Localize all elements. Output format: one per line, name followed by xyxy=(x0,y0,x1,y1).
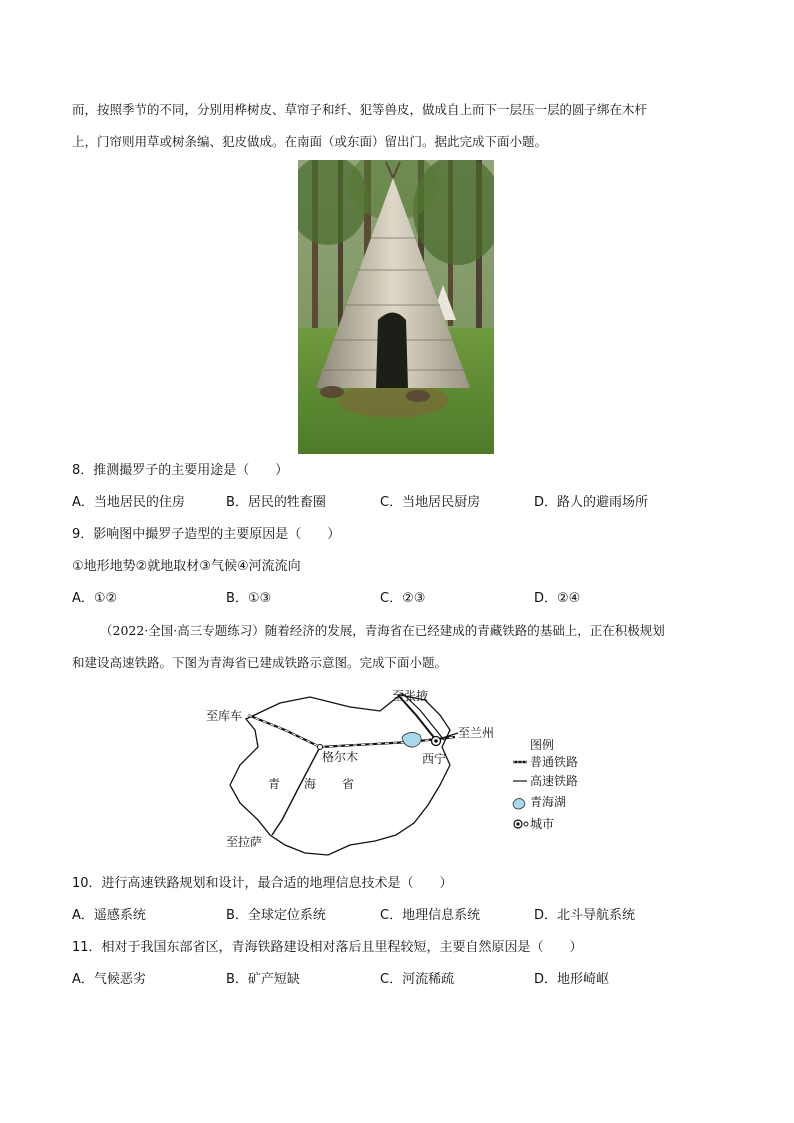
q10-option-a[interactable]: A．遥感系统 xyxy=(72,908,146,923)
normal-railway-dash xyxy=(248,715,455,747)
q11-option-d[interactable]: D．地形崎岖 xyxy=(534,972,610,987)
q9-option-c[interactable]: C．②③ xyxy=(380,591,426,606)
q8-option-d[interactable]: D．路人的避雨场所 xyxy=(534,495,649,510)
legend-city: 城市 xyxy=(530,817,555,831)
intro-line-1: 而，按照季节的不同，分别用桦树皮、草帘子和纤、犯等兽皮，做成自上而下一层压一层的圆子绑在木杆 xyxy=(72,102,648,117)
intro-line-2: 上，门帘则用草或树条编、犯皮做成。在南面（或东面）留出门。据此完成下面小题。 xyxy=(72,134,548,149)
legend-title: 图例 xyxy=(530,738,555,752)
q10-option-c[interactable]: C．地理信息系统 xyxy=(380,908,481,923)
q9-option-d[interactable]: D．②④ xyxy=(534,591,581,606)
q11-option-b[interactable]: B．矿产短缺 xyxy=(226,972,300,987)
q8-option-a[interactable]: A．当地居民的住房 xyxy=(72,495,185,510)
q9-option-a[interactable]: A．①② xyxy=(72,591,118,606)
q8-option-b[interactable]: B．居民的牲畜圈 xyxy=(226,495,326,510)
label-qing: 青 xyxy=(268,777,281,791)
q11-stem: 11．相对于我国东部省区，青海铁路建设相对落后且里程较短，主要自然原因是（ ） xyxy=(72,940,583,955)
label-kuche: 至库车 xyxy=(206,709,243,723)
passage2-line-2: 和建设高速铁路。下图为青海省已建成铁路示意图。完成下面小题。 xyxy=(72,655,448,670)
passage2-line-1: （2022·全国·高三专题练习）随着经济的发展，青海省在已经建成的青藏铁路的基础上，正在积极规划 xyxy=(100,623,665,638)
q9-option-b[interactable]: B．①③ xyxy=(226,591,272,606)
q10-option-d[interactable]: D．北斗导航系统 xyxy=(534,908,636,923)
qinghai-railway-map xyxy=(200,685,600,860)
q10-stem: 10．进行高速铁路规划和设计，最合适的地理信息技术是（ ） xyxy=(72,876,453,891)
normal-railway-line xyxy=(248,715,455,747)
legend-lake: 青海湖 xyxy=(530,795,567,809)
label-lanzhou: 至兰州 xyxy=(458,726,495,740)
label-geermu: 格尔木 xyxy=(322,750,359,764)
q9-items: ①地形地势②就地取材③气候④河流流向 xyxy=(72,559,301,574)
label-sheng: 省 xyxy=(342,777,355,791)
legend-normal: 普通铁路 xyxy=(530,755,579,769)
q8-stem: 8．推测撮罗子的主要用途是（ ） xyxy=(72,463,289,478)
province-outline xyxy=(230,695,450,855)
teepee-photo xyxy=(298,160,494,454)
q9-stem: 9．影响图中撮罗子造型的主要原因是（ ） xyxy=(72,527,341,542)
q11-option-a[interactable]: A．气候恶劣 xyxy=(72,972,146,987)
legend-highspeed: 高速铁路 xyxy=(530,774,579,788)
legend-lake-icon xyxy=(513,798,525,809)
q11-option-c[interactable]: C．河流稀疏 xyxy=(380,972,455,987)
label-xining: 西宁 xyxy=(422,752,447,766)
label-hai: 海 xyxy=(304,777,317,791)
label-lasa: 至拉萨 xyxy=(226,835,263,849)
normal-railway-south xyxy=(272,747,320,835)
qinghai-lake xyxy=(402,732,421,747)
q8-option-c[interactable]: C．当地居民厨房 xyxy=(380,495,481,510)
label-zhangye: 至张掖 xyxy=(392,689,429,703)
q10-option-b[interactable]: B．全球定位系统 xyxy=(226,908,326,923)
